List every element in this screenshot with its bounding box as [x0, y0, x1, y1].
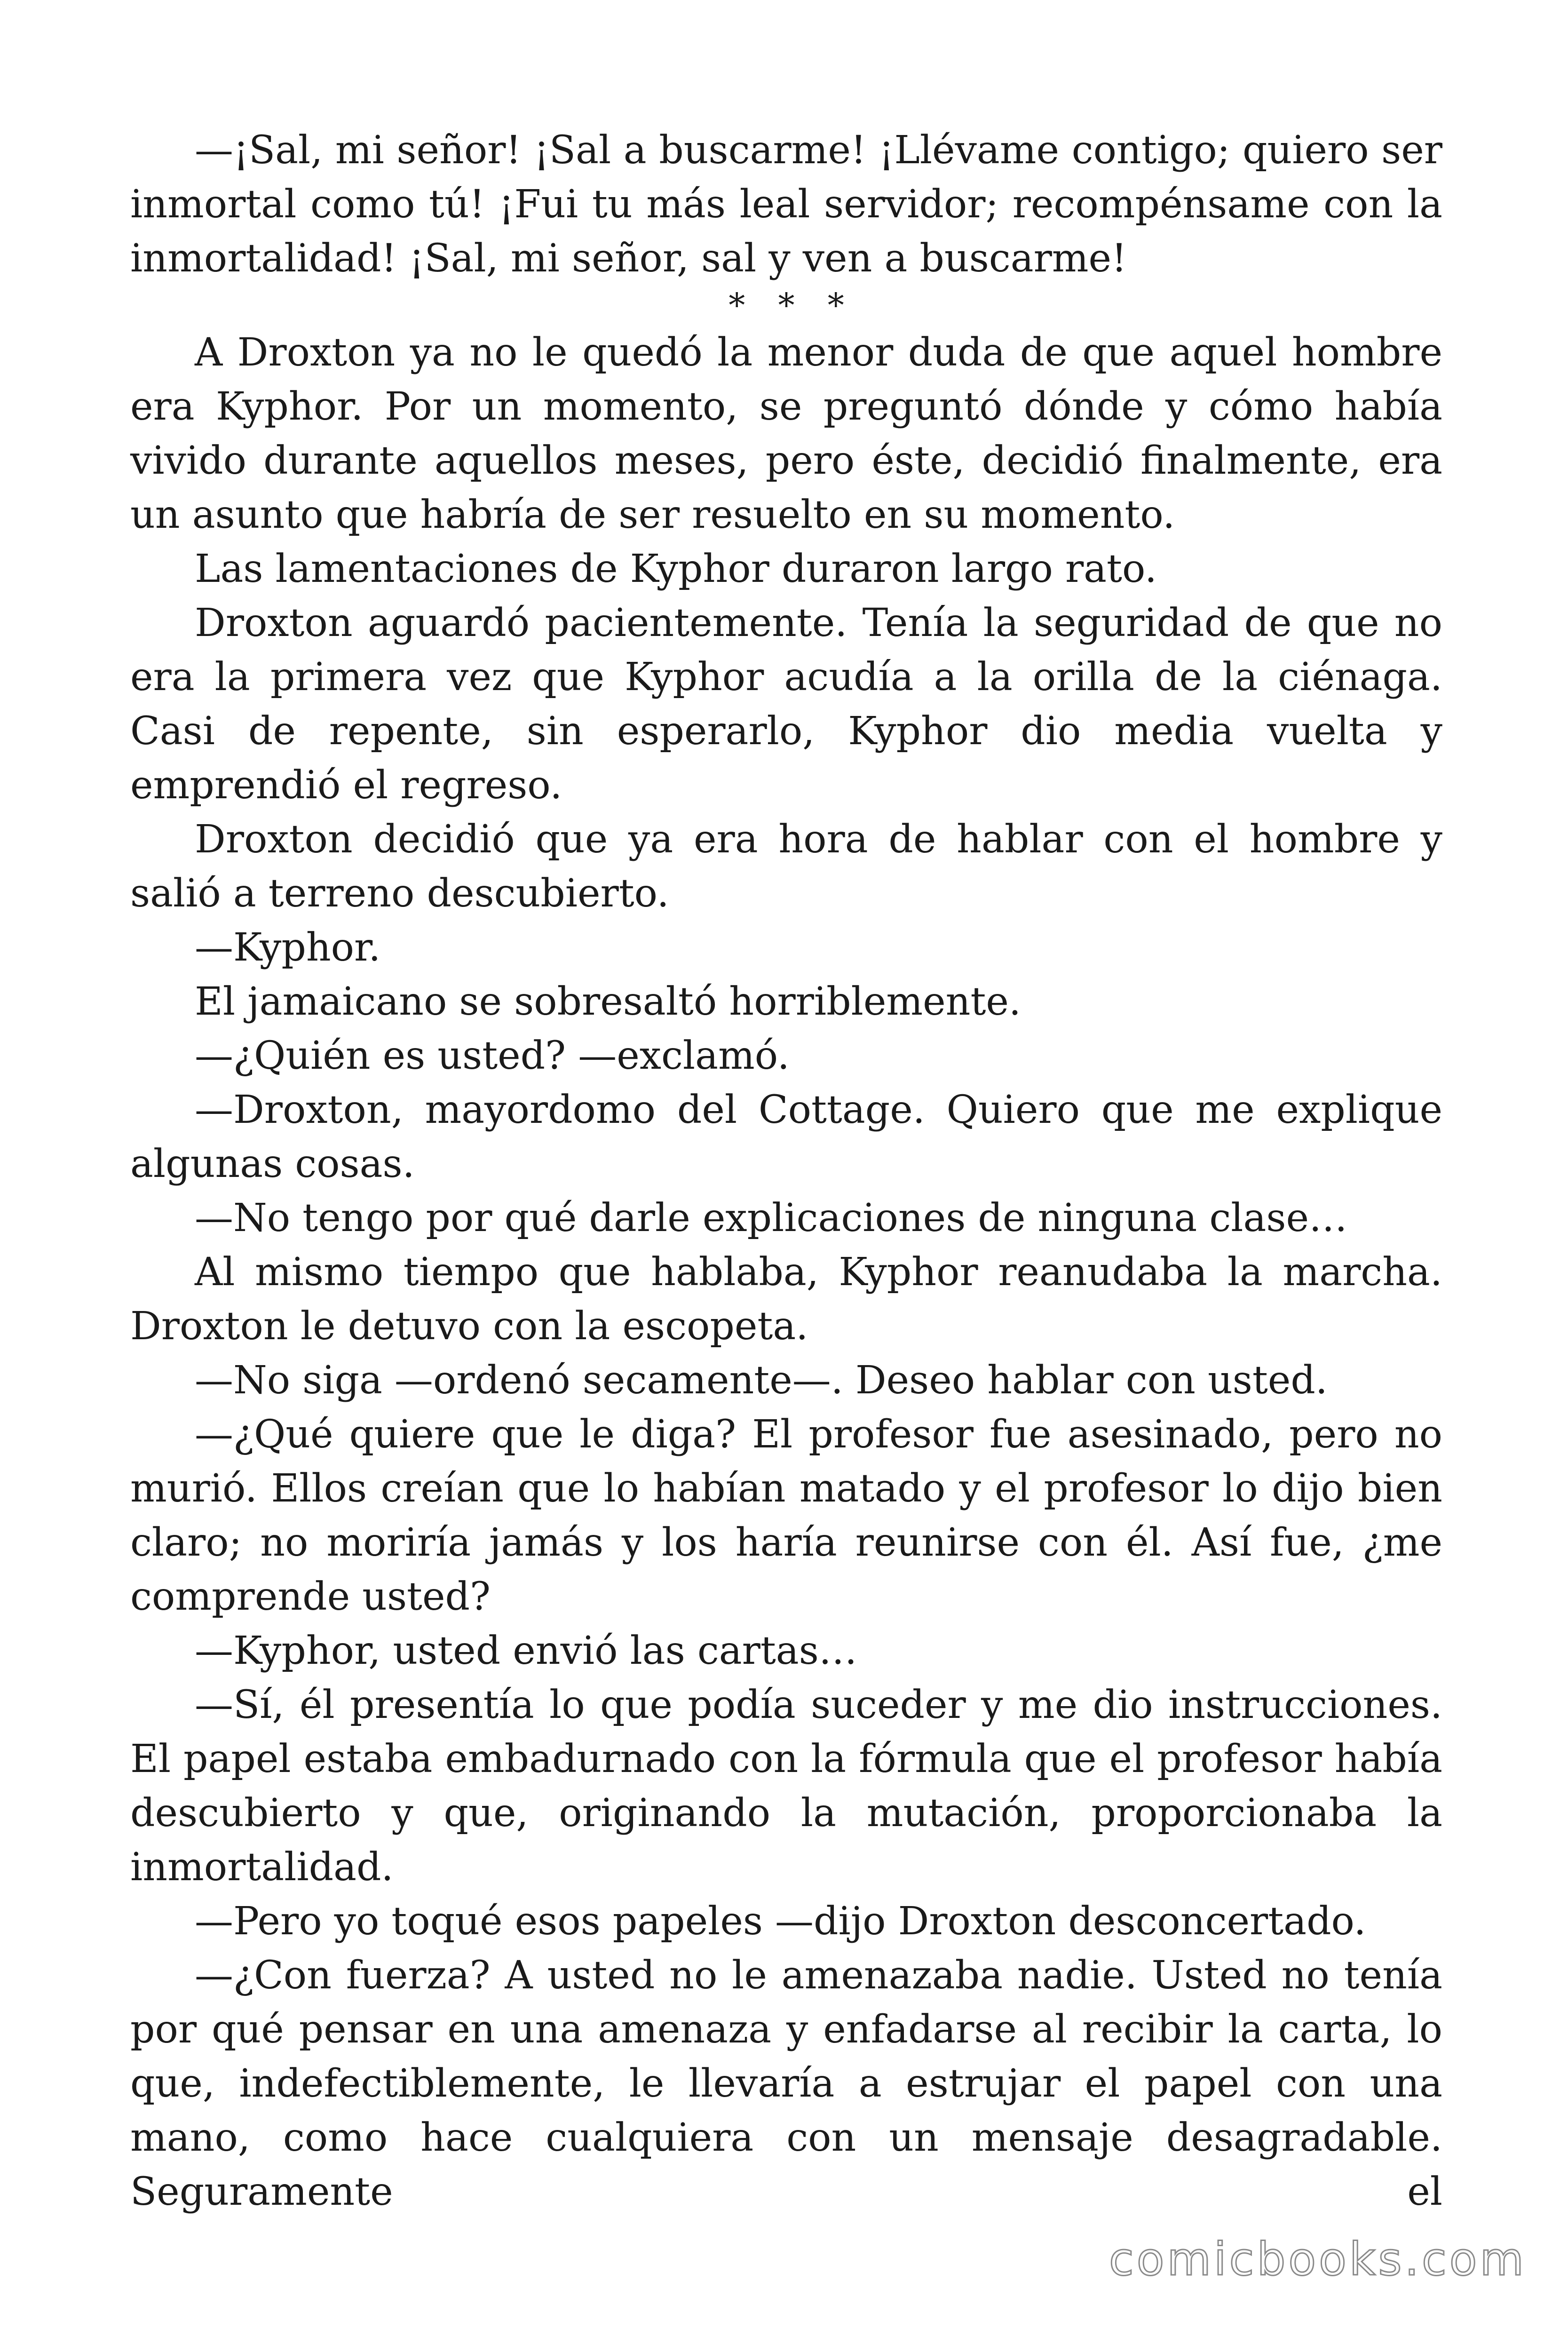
paragraph: —¡Sal, mi señor! ¡Sal a buscarme! ¡Llévame contigo; quiero ser inmortal como tú! ¡Fui tu más leal servidor; recompénsame con la inmortalidad! ¡Sal, mi señor, sal y ven a buscarme!: [130, 128, 1442, 281]
paragraph: El jamaicano se sobresaltó horriblemente.: [195, 979, 1021, 1024]
paragraph: —Pero yo toqué esos papeles —dijo Droxton desconcertado.: [195, 1899, 1366, 1944]
watermark-logo: comicbooks.com: [1109, 2233, 1527, 2286]
paragraph: —¿Con fuerza? A usted no le amenazaba nadie. Usted no tenía por qué pensar en una amenaza y enfadarse al recibir la carta, lo que, indefectiblemente, le llevaría a estrujar el papel con una mano, como hace cualquiera con un mensaje desagradable. Seguramente el: [130, 1953, 1442, 2214]
paragraph: —Droxton, mayordomo del Cottage. Quiero que me explique algunas cosas.: [130, 1088, 1442, 1186]
paragraph: —¿Qué quiere que le diga? El profesor fue asesinado, pero no murió. Ellos creían que lo habían matado y el profesor lo dijo bien claro; no moriría jamás y los haría reunirse con él. Así fue, ¿me comprende usted?: [130, 1412, 1442, 1619]
paragraph: —¿Quién es usted? —exclamó.: [195, 1033, 790, 1078]
paragraph: —Kyphor, usted envió las cartas…: [195, 1629, 857, 1673]
paragraph: Las lamentaciones de Kyphor duraron largo rato.: [195, 547, 1157, 591]
scene-break: * * *: [729, 286, 855, 325]
book-page-text: [130, 123, 1442, 2219]
paragraph: —Kyphor.: [195, 925, 381, 970]
paragraph: —No siga —ordenó secamente—. Deseo hablar con usted.: [195, 1358, 1328, 1403]
paragraph: Al mismo tiempo que hablaba, Kyphor reanudaba la marcha. Droxton le detuvo con la escopeta.: [130, 1250, 1442, 1349]
paragraph: —No tengo por qué darle explicaciones de ninguna clase…: [195, 1196, 1347, 1240]
paragraph: Droxton aguardó pacientemente. Tenía la seguridad de que no era la primera vez que Kyphor acudía a la orilla de la ciénaga. Casi de repente, sin esperarlo, Kyphor dio media vuelta y emprendió el regreso.: [130, 601, 1442, 808]
paragraph: A Droxton ya no le quedó la menor duda de que aquel hombre era Kyphor. Por un momento, se preguntó dónde y cómo había vivido durante aquellos meses, pero éste, decidió finalmente, era un asunto que habría de ser resuelto en su momento.: [130, 330, 1442, 537]
paragraph: Droxton decidió que ya era hora de hablar con el hombre y salió a terreno descubierto.: [130, 817, 1442, 916]
paragraph: —Sí, él presentía lo que podía suceder y me dio instrucciones. El papel estaba embadurnado con la fórmula que el profesor había descubierto y que, originando la mutación, proporcionaba la inmortalidad.: [130, 1683, 1442, 1890]
